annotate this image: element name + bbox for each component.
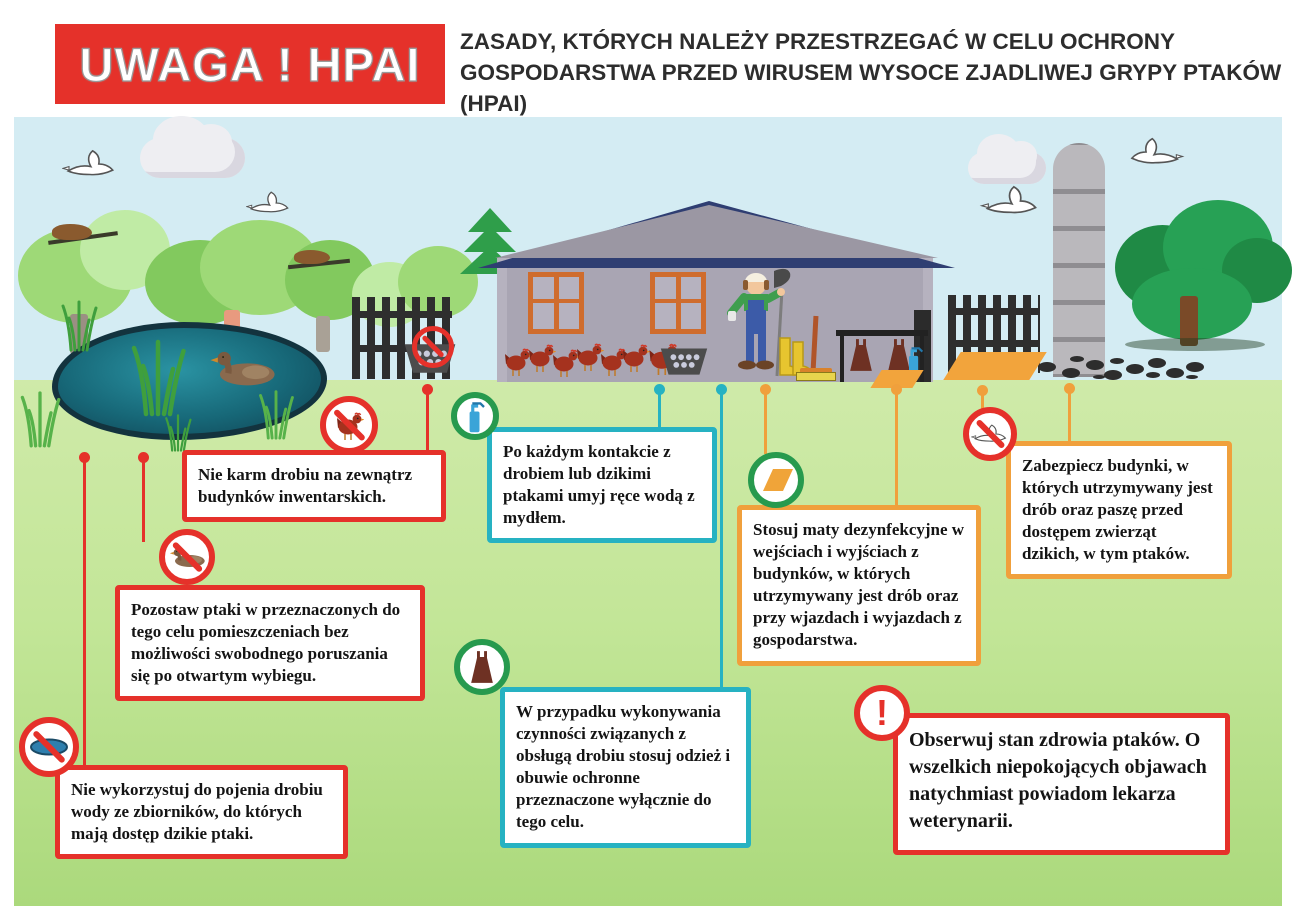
callout-text: Zabezpiecz budynki, w których utrzymywany jest drób oraz paszę przed dostępem zwierząt dzikich, w tym ptaków. xyxy=(1022,456,1213,564)
tree-shadow xyxy=(1125,338,1265,351)
connector-line xyxy=(83,460,86,768)
flying-gull-icon xyxy=(976,184,1046,218)
barn-roof xyxy=(478,196,956,268)
reeds xyxy=(56,292,102,352)
warning-banner xyxy=(55,24,445,104)
callout-text: Obserwuj stan zdrowia ptaków. O wszelkich niepokojących objawach natychmiast powiadom lekarza weterynarii. xyxy=(909,729,1207,832)
nest-bird-icon xyxy=(294,250,330,264)
barn-window xyxy=(528,272,584,334)
flying-gull-icon xyxy=(1120,136,1190,168)
small-sign xyxy=(796,372,836,381)
barn-window xyxy=(650,272,706,334)
warning-banner-text: UWAGA ! HPAI xyxy=(79,37,421,91)
connector-line xyxy=(895,392,898,508)
exclamation-glyph: ! xyxy=(876,692,888,733)
reeds xyxy=(18,382,62,448)
callout-observe-health xyxy=(893,713,1230,855)
nest-bird-icon xyxy=(52,224,92,240)
connector-line xyxy=(1068,390,1071,444)
callout-no-open-water xyxy=(55,765,348,859)
apron-icon xyxy=(454,639,510,695)
no-entry-sign-icon xyxy=(412,326,454,368)
prohibited-duck-icon xyxy=(159,529,215,585)
callout-keep-birds-indoors xyxy=(115,585,425,701)
connector-line xyxy=(426,392,429,452)
hanging-apron xyxy=(846,334,876,376)
callout-text: Nie wykorzystuj do pojenia drobiu wody ze zbiorników, do których mają dostęp dzikie ptaki. xyxy=(71,780,323,844)
stones xyxy=(1038,362,1056,372)
disinfection-mat-icon xyxy=(748,452,804,508)
connector-line xyxy=(764,392,767,454)
callout-protective-clothing xyxy=(500,687,751,848)
silo xyxy=(1053,143,1105,377)
connector-line xyxy=(720,392,723,690)
callout-no-feeding-outside xyxy=(182,450,446,522)
prohibited-pond-icon xyxy=(19,717,79,777)
cloud-icon xyxy=(140,138,245,178)
callout-text: W przypadku wykonywania czynności związanych z obsługą drobiu stosuj odzież i obuwie ochronne przeznaczone wyłącznie do tego celu. xyxy=(516,702,731,832)
callout-text: Stosuj maty dezynfekcyjne w wejściach i wyjściach z budynków, w których utrzymywany jest drób oraz przy wjazdach i wyjazdach z gospodarstwa. xyxy=(753,520,965,650)
disinfection-mat xyxy=(943,352,1046,380)
connector-line xyxy=(658,392,661,430)
callout-secure-buildings xyxy=(1006,441,1232,579)
flying-goose-icon xyxy=(246,190,292,216)
reeds xyxy=(128,326,188,418)
tree-trunk xyxy=(316,316,330,352)
rack-leg xyxy=(840,336,844,382)
connector-line xyxy=(142,460,145,542)
prohibited-wild-bird-icon xyxy=(963,407,1017,461)
prohibited-hen-icon xyxy=(320,396,378,454)
poster-title: ZASADY, KTÓRYCH NALEŻY PRZESTRZEGAĆ W CELU OCHRONY GOSPODARSTWA PRZED WIRUSEM WYSOCE ZJADLIWEJ GRYPY PTAKÓW (HPAI) xyxy=(460,29,1282,117)
callout-text: Nie karm drobiu na zewnątrz budynków inwentarskich. xyxy=(198,465,413,507)
egg-tray xyxy=(655,344,713,380)
callout-disinfection-mats xyxy=(737,505,981,666)
spray-bottle-icon xyxy=(451,392,499,440)
cloud-icon xyxy=(968,152,1046,184)
callout-text: Pozostaw ptaki w przeznaczonych do tego celu pomieszczeniach bez możliwości swobodnego poruszania się po otwartym wybiegu. xyxy=(131,600,401,686)
reeds xyxy=(150,408,206,452)
reeds xyxy=(250,382,302,440)
exclamation-icon xyxy=(854,685,910,741)
flying-goose-icon xyxy=(62,148,118,180)
callout-text: Po każdym kontakcie z drobiem lub dzikimi ptakami umyj ręce wodą z mydłem. xyxy=(503,442,695,528)
callout-wash-hands xyxy=(487,427,717,543)
chicken-flock xyxy=(502,330,680,382)
